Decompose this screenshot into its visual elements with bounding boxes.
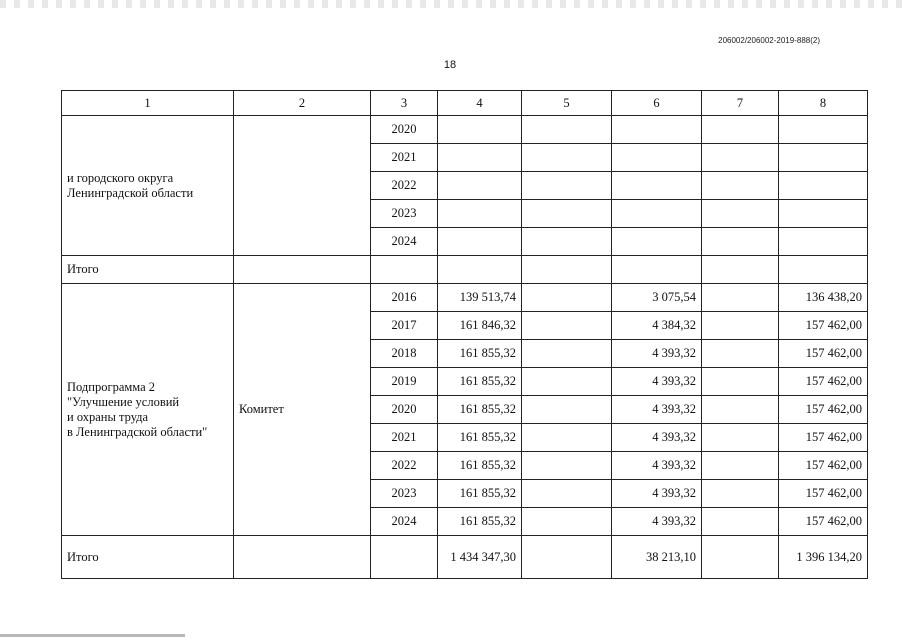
document-id: 206002/206002-2019-888(2)	[718, 36, 820, 45]
column-header: 7	[702, 91, 779, 116]
total-cell: 161 855,32	[438, 480, 522, 508]
table-row	[62, 116, 868, 144]
itogo-label: Итого	[62, 256, 234, 284]
total-value-cell: 1 396 134,20	[779, 536, 868, 579]
value-cell	[702, 424, 779, 452]
year-cell: 2024	[371, 508, 438, 536]
value-cell: 157 462,00	[779, 452, 868, 480]
responsible-cell: Комитет	[234, 284, 371, 536]
value-cell: 157 462,00	[779, 368, 868, 396]
value-cell	[702, 340, 779, 368]
total-cell: 161 855,32	[438, 452, 522, 480]
value-cell	[702, 452, 779, 480]
year-cell: 2016	[371, 284, 438, 312]
value-cell	[522, 340, 612, 368]
year-cell: 2022	[371, 452, 438, 480]
value-cell: 136 438,20	[779, 284, 868, 312]
value-cell: 157 462,00	[779, 424, 868, 452]
value-cell	[702, 396, 779, 424]
grand-total-cell: 1 434 347,30	[438, 536, 522, 579]
value-cell	[702, 508, 779, 536]
value-cell: 3 075,54	[612, 284, 702, 312]
value-cell	[702, 368, 779, 396]
value-cell: 4 393,32	[612, 452, 702, 480]
budget-table	[61, 90, 868, 579]
year-cell: 2017	[371, 312, 438, 340]
value-cell: 157 462,00	[779, 480, 868, 508]
column-header: 2	[234, 91, 371, 116]
column-header: 3	[371, 91, 438, 116]
value-cell	[702, 480, 779, 508]
total-value-cell: 38 213,10	[612, 536, 702, 579]
year-cell: 2020	[371, 396, 438, 424]
total-cell: 161 855,32	[438, 396, 522, 424]
value-cell: 157 462,00	[779, 508, 868, 536]
year-cell: 2022	[371, 172, 438, 200]
total-cell: 161 855,32	[438, 340, 522, 368]
year-cell: 2024	[371, 228, 438, 256]
value-cell	[522, 368, 612, 396]
column-header: 6	[612, 91, 702, 116]
year-cell: 2020	[371, 116, 438, 144]
value-cell	[522, 508, 612, 536]
year-cell: 2019	[371, 368, 438, 396]
program-name-cell	[62, 116, 234, 256]
itogo-row	[62, 536, 868, 579]
page-number: 18	[443, 59, 457, 71]
column-header: 1	[62, 91, 234, 116]
subprogram-name-cell	[62, 284, 234, 536]
column-header: 5	[522, 91, 612, 116]
table-row	[62, 284, 868, 312]
value-cell: 4 393,32	[612, 340, 702, 368]
value-cell: 4 393,32	[612, 480, 702, 508]
value-cell	[522, 424, 612, 452]
value-cell: 157 462,00	[779, 312, 868, 340]
value-cell: 4 393,32	[612, 368, 702, 396]
itogo-label: Итого	[62, 536, 234, 579]
total-value-cell	[522, 536, 612, 579]
total-cell: 161 846,32	[438, 312, 522, 340]
total-cell: 139 513,74	[438, 284, 522, 312]
value-cell	[522, 312, 612, 340]
value-cell: 4 384,32	[612, 312, 702, 340]
value-cell: 4 393,32	[612, 396, 702, 424]
subprogram-name: Подпрограмма 2 "Улучшение условий и охраны труда в Ленинградской области"	[67, 379, 208, 439]
year-cell: 2018	[371, 340, 438, 368]
value-cell	[522, 284, 612, 312]
total-cell: 161 855,32	[438, 424, 522, 452]
total-cell: 161 855,32	[438, 368, 522, 396]
value-cell	[522, 480, 612, 508]
column-number-row	[62, 91, 868, 116]
year-cell: 2021	[371, 144, 438, 172]
year-cell: 2023	[371, 200, 438, 228]
value-cell: 157 462,00	[779, 340, 868, 368]
total-value-cell	[702, 536, 779, 579]
itogo-row	[62, 256, 868, 284]
value-cell	[702, 284, 779, 312]
value-cell: 157 462,00	[779, 396, 868, 424]
responsible-cell	[234, 116, 371, 256]
value-cell: 4 393,32	[612, 424, 702, 452]
value-cell: 4 393,32	[612, 508, 702, 536]
scan-edge-bottom	[0, 634, 185, 637]
scan-edge-top	[0, 0, 905, 8]
column-header: 4	[438, 91, 522, 116]
value-cell	[522, 452, 612, 480]
year-cell: 2021	[371, 424, 438, 452]
year-cell: 2023	[371, 480, 438, 508]
total-cell: 161 855,32	[438, 508, 522, 536]
column-header: 8	[779, 91, 868, 116]
value-cell	[522, 396, 612, 424]
value-cell	[702, 312, 779, 340]
program-name: и городского округа Ленинградской области	[67, 170, 194, 200]
